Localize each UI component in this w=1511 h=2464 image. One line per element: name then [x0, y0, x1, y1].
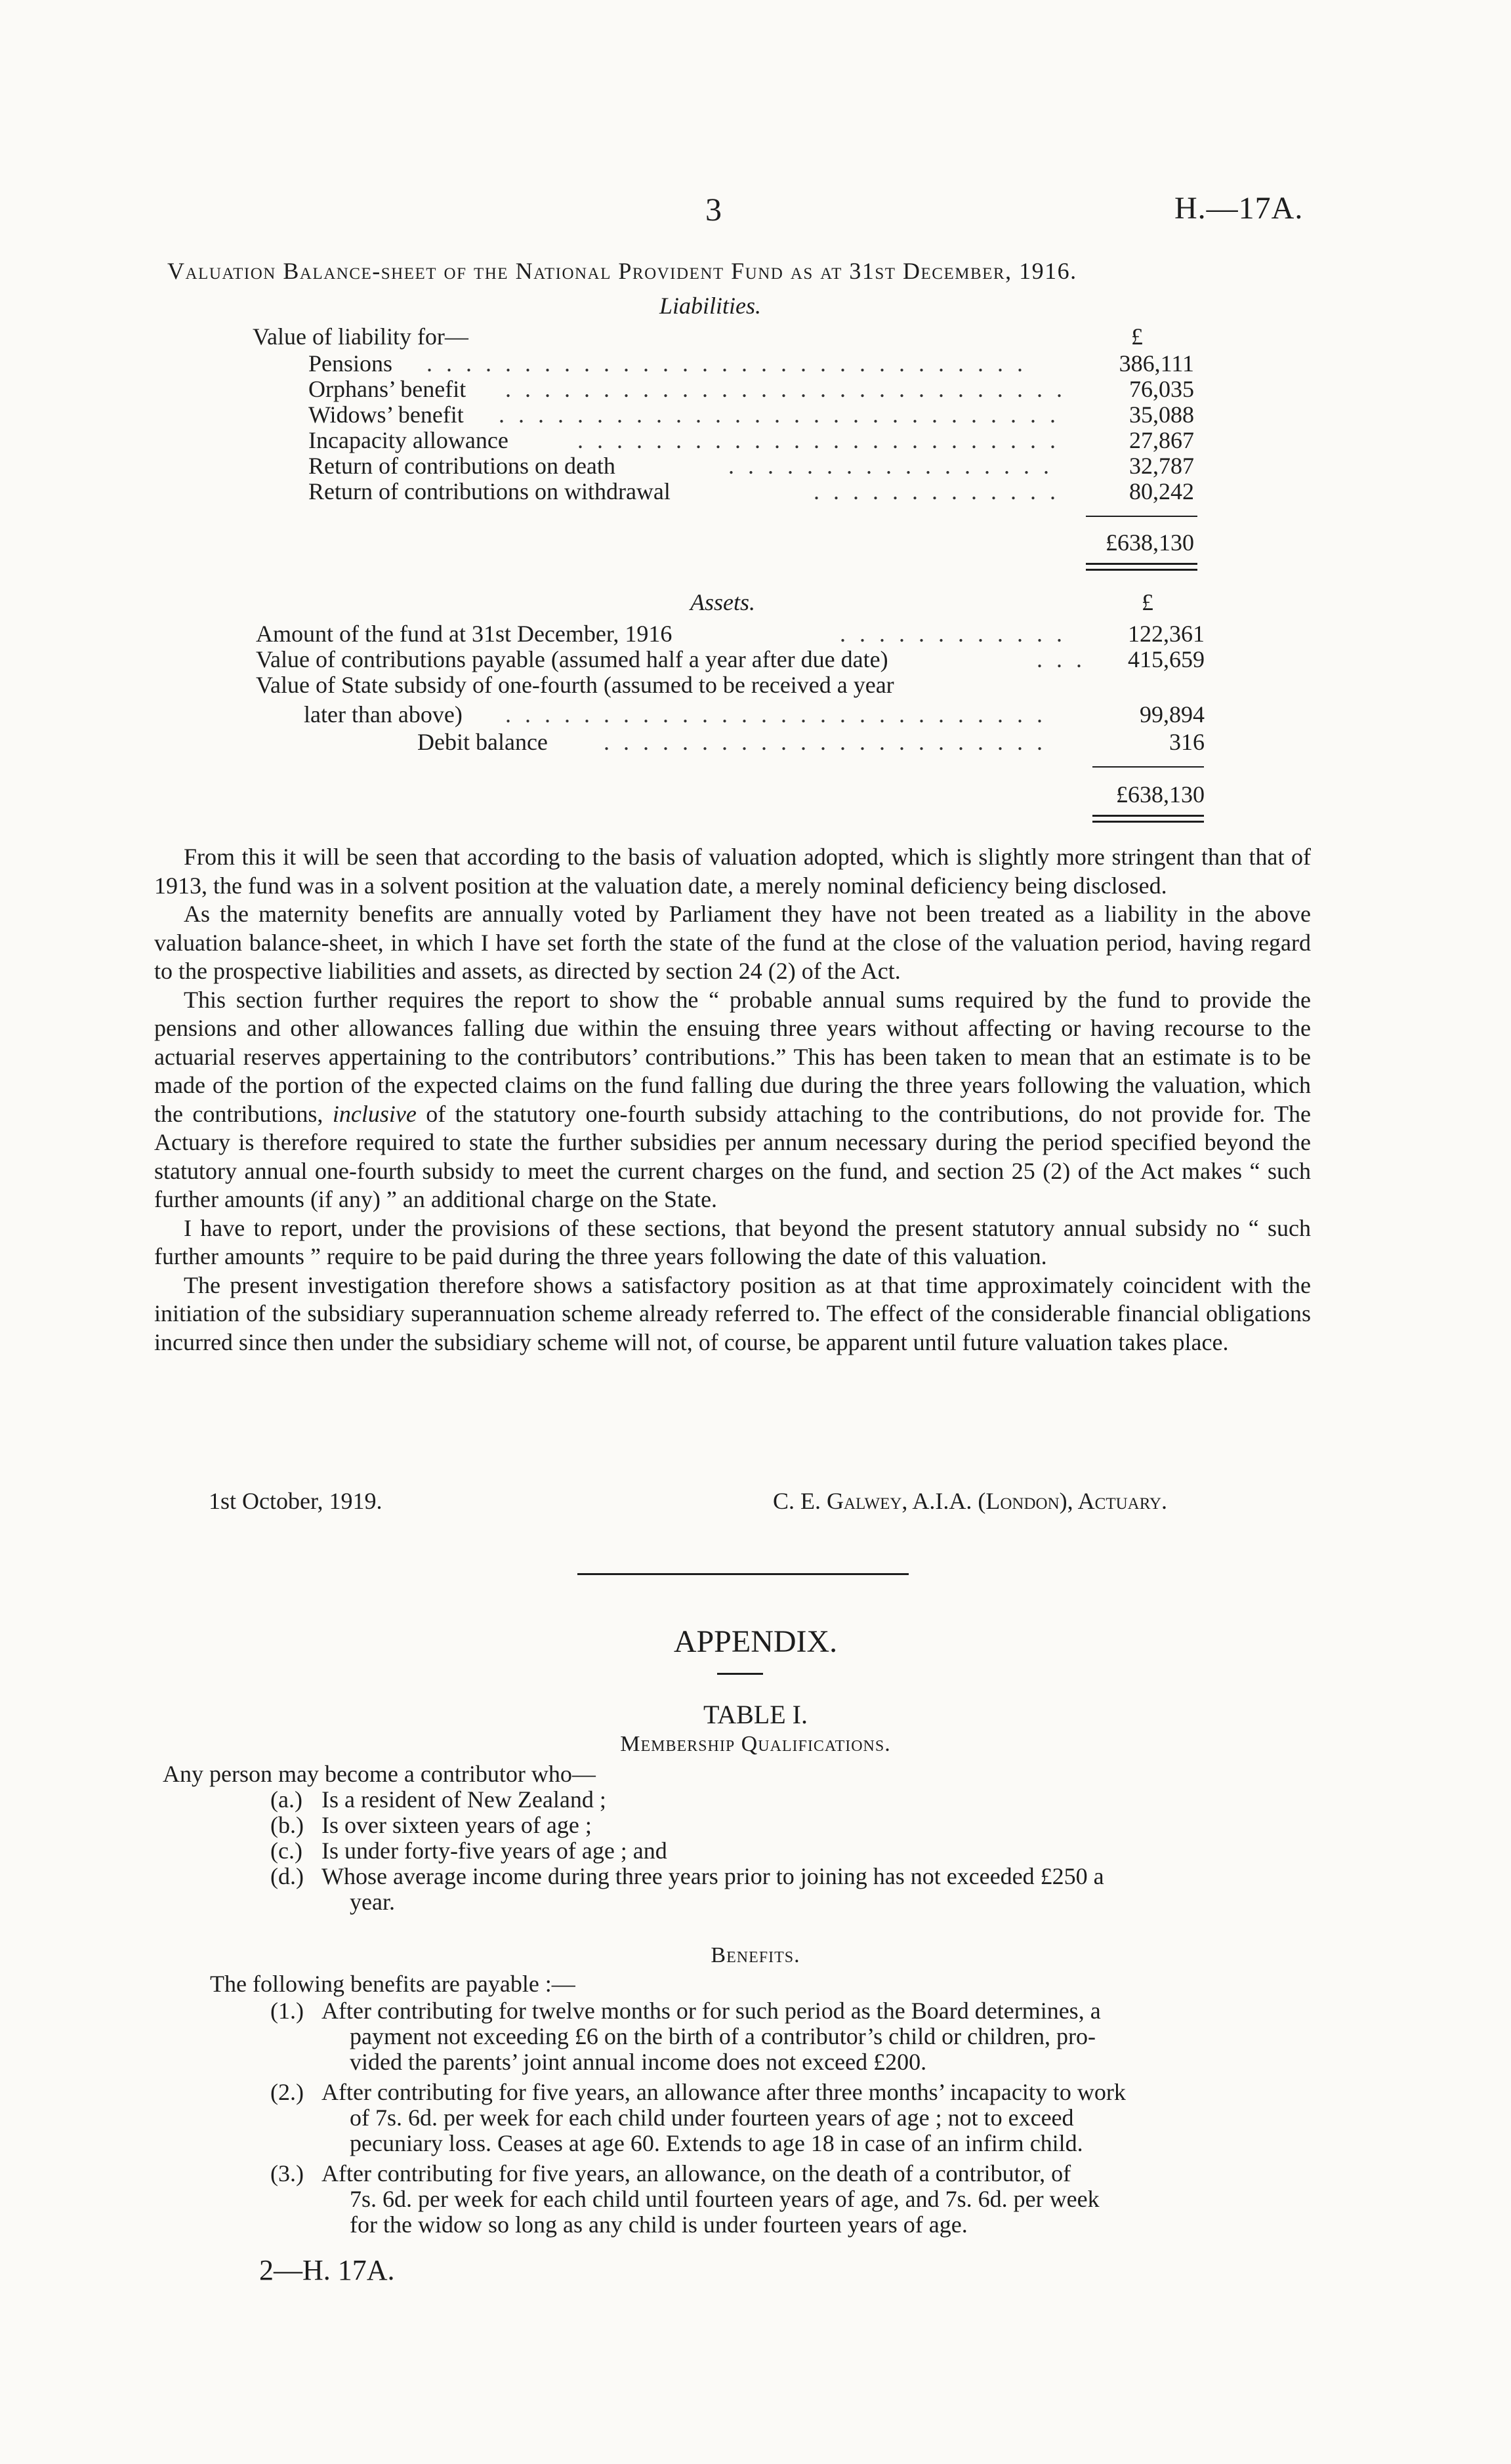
list-item-continuation: year.: [350, 1889, 395, 1915]
benefit-line: of 7s. 6d. per week for each child under fourteen years of age ; not to exceed: [350, 2105, 1074, 2131]
liability-label: Widows’ benefit: [308, 401, 464, 428]
page-number: 3: [705, 191, 722, 228]
list-marker: (3.): [270, 2160, 304, 2187]
list-item: Is under forty-five years of age ; and: [321, 1838, 667, 1864]
leader-dots: . . . . . . . . . . . . . . . . . . . . . . . . . . . . .: [505, 376, 1066, 402]
leader-dots: . . . . . . . . . . . . . . . . . . . . . . . . . . . . . . .: [426, 350, 1027, 377]
liability-amount: 35,088: [1129, 401, 1194, 428]
leader-dots: . . .: [1037, 646, 1086, 672]
benefit-line: vided the parents’ joint annual income does not exceed £200.: [350, 2049, 927, 2075]
paragraph: I have to report, under the provisions of these sections, that beyond the present statutory annual subsidy no “ such further amounts ” require to be paid during the three years following the date of this valuation.: [154, 1214, 1311, 1269]
appendix-heading: APPENDIX.: [673, 1624, 838, 1659]
benefit-line: After contributing for twelve months or for such period as the Board determines, a: [321, 1998, 1101, 2024]
benefits-heading: Benefits.: [711, 1943, 800, 1967]
asset-amount: 316: [1169, 729, 1205, 755]
double-rule-top: [1086, 563, 1197, 565]
list-marker: (1.): [270, 1998, 304, 2024]
list-marker: (c.): [270, 1838, 302, 1864]
benefits-intro: The following benefits are payable :—: [210, 1971, 575, 1997]
list-item: Is over sixteen years of age ;: [321, 1812, 592, 1838]
liabilities-heading: Liabilities.: [659, 293, 762, 319]
list-item: Whose average income during three years prior to joining has not exceeded £250 a: [321, 1863, 1104, 1889]
leader-dots: . . . . . . . . . . . . . . . . . . . . . . . . . . . . .: [499, 401, 1060, 428]
asset-label: Value of contributions payable (assumed half a year after due date): [256, 646, 888, 672]
asset-amount: 415,659: [1128, 646, 1205, 672]
liabilities-total: £638,130: [1106, 529, 1194, 556]
liability-label: Pensions: [308, 350, 393, 377]
liability-amount: 76,035: [1129, 376, 1194, 402]
benefit-line: payment not exceeding £6 on the birth of a contributor’s child or children, pro-: [350, 2023, 1096, 2049]
sum-rule: [1092, 766, 1204, 768]
leader-dots: . . . . . . . . . . . . . . . . . . . . . . . . .: [577, 427, 1060, 453]
leader-dots: . . . . . . . . . . . .: [840, 621, 1066, 647]
liability-amount: 27,867: [1129, 427, 1194, 453]
table-heading: TABLE I.: [703, 1700, 808, 1729]
benefit-line: for the widow so long as any child is under fourteen years of age.: [350, 2211, 968, 2238]
liability-label: Incapacity allowance: [308, 427, 508, 453]
report-body: [154, 843, 1311, 1357]
benefit-line: After contributing for five years, an allowance, on the death of a contributor, of: [321, 2160, 1071, 2187]
membership-heading: Membership Qualifications.: [620, 1732, 891, 1756]
qualifications-intro: Any person may become a contributor who—: [163, 1761, 596, 1787]
paragraph: From this it will be seen that according to the basis of valuation adopted, which is slightly more stringent than that of 1913, the fund was in a solvent position at the valuation date, a merely nominal deficiency being disclosed.: [154, 844, 1311, 899]
paragraph: As the maternity benefits are annually voted by Parliament they have not been treated as a liability in the above valuation balance-sheet, in which I have set forth the state of the fund at the close of the valuation period, having regard to the prospective liabilities and assets, as directed by section 24 (2) of the Act.: [154, 901, 1311, 984]
benefit-line: After contributing for five years, an allowance after three months’ incapacity to work: [321, 2079, 1126, 2105]
sum-rule: [1086, 516, 1197, 517]
asset-label: Debit balance: [417, 729, 548, 755]
leader-dots: . . . . . . . . . . . . . . . . . . . . . . .: [604, 729, 1046, 755]
leader-dots: . . . . . . . . . . . . .: [814, 478, 1060, 504]
assets-heading: Assets.: [690, 589, 755, 615]
asset-label: Amount of the fund at 31st December, 1916: [256, 621, 673, 647]
liability-label: Return of contributions on withdrawal: [308, 478, 671, 504]
liability-label: Orphans’ benefit: [308, 376, 466, 402]
asset-amount: 99,894: [1140, 701, 1205, 728]
heading-rule: [717, 1673, 763, 1675]
benefit-line: 7s. 6d. per week for each child until fourteen years of age, and 7s. 6d. per week: [350, 2186, 1100, 2212]
list-marker: (d.): [270, 1863, 304, 1889]
paragraph: This section further requires the report to show the “ probable annual sums required by the fund to provide the pensions and other allowances falling due within the ensuing three years without affecting or having recourse to the actuarial reserves appertaining to the contributors’ contributions.” This has been taken to mean that an estimate is to be made of the portion of the expected claims on the fund falling due during the three years following the valuation, which the contributions, inclusive of the statutory one-fourth subsidy attaching to the contributions, do not provide for. The Actuary is therefore required to state the further subsidies per annum necessary during the period specified beyond the statutory annual one-fourth subsidy to meet the current charges on the fund, and section 25 (2) of the Act makes “ such further amounts (if any) ” an additional charge on the State.: [154, 986, 1312, 1212]
benefit-line: pecuniary loss. Ceases at age 60. Extends to age 18 in case of an infirm child.: [350, 2130, 1083, 2156]
assets-total: £638,130: [1116, 781, 1205, 808]
double-rule-top: [1092, 815, 1204, 817]
signature-mark: 2—H. 17A.: [259, 2254, 395, 2286]
asset-label: Value of State subsidy of one-fourth (assumed to be received a year: [256, 672, 894, 698]
asset-label: later than above): [304, 701, 463, 728]
double-rule-bottom: [1092, 821, 1204, 823]
liability-label: Return of contributions on death: [308, 453, 615, 479]
liabilities-intro: Value of liability for—: [253, 323, 468, 350]
liability-amount: 32,787: [1129, 453, 1194, 479]
leader-dots: . . . . . . . . . . . . . . . . . . . . . . . . . . . .: [505, 701, 1046, 728]
liability-amount: 80,242: [1129, 478, 1194, 504]
asset-amount: 122,361: [1128, 621, 1205, 647]
double-rule-bottom: [1086, 569, 1197, 571]
report-date: 1st October, 1919.: [209, 1488, 383, 1514]
list-item: Is a resident of New Zealand ;: [321, 1786, 606, 1813]
list-marker: (2.): [270, 2079, 304, 2105]
list-marker: (a.): [270, 1786, 302, 1813]
liability-amount: 386,111: [1119, 350, 1194, 377]
currency-symbol: £: [1131, 323, 1143, 350]
document-reference: H.—17A.: [1174, 191, 1304, 226]
balance-sheet-title: Valuation Balance-sheet of the National Provident Fund as at 31st December, 1916.: [167, 258, 1077, 284]
actuary-signature: C. E. Galwey, A.I.A. (London), Actuary.: [773, 1488, 1168, 1514]
paragraph: The present investigation therefore shows a satisfactory position as at that time approximately coincident with the initiation of the subsidiary superannuation scheme already referred to. The effect of the considerable financial obligations incurred since then under the subsidiary scheme will not, of course, be apparent until future valuation takes place.: [154, 1271, 1311, 1355]
section-divider: [577, 1573, 909, 1575]
leader-dots: . . . . . . . . . . . . . . . . .: [728, 453, 1053, 479]
list-marker: (b.): [270, 1812, 304, 1838]
currency-symbol: £: [1142, 589, 1153, 615]
